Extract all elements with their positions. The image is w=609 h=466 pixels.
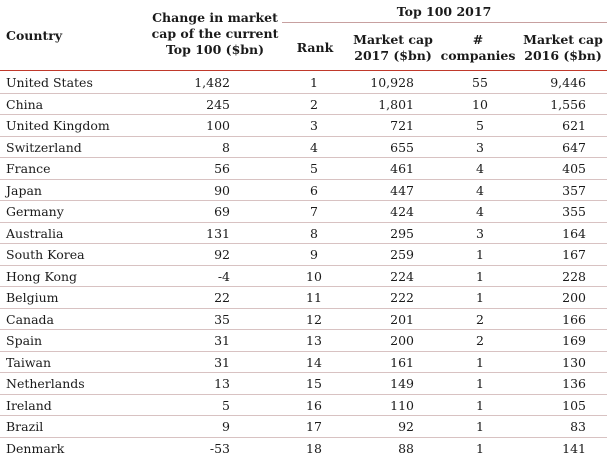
- table-row: [0, 180, 609, 201]
- cell-companies: 1: [476, 354, 484, 370]
- cell-cap2017: 110: [390, 397, 414, 413]
- cell-rank: 3: [310, 118, 318, 133]
- cell-cap2016: 83: [570, 419, 586, 434]
- cell-cap2017: 92: [398, 419, 414, 434]
- cell-cap2016: 621: [562, 118, 586, 133]
- cell-change: 131: [206, 225, 230, 241]
- header-cap2016: [518, 32, 608, 64]
- cell-country: Canada: [6, 311, 54, 327]
- cell-change: 9: [222, 419, 230, 434]
- table-row: [0, 416, 609, 437]
- cell-rank: 15: [306, 376, 322, 391]
- header-companies-line2: companies: [440, 48, 516, 63]
- table-row: [0, 115, 609, 136]
- header-cap2017-line2: 2017 ($bn): [354, 48, 432, 63]
- cell-country: United States: [6, 75, 93, 90]
- cell-change: 8: [222, 139, 230, 155]
- header-cap2017: [348, 32, 438, 64]
- cell-country: Japan: [6, 182, 42, 198]
- cell-companies: 55: [472, 75, 488, 90]
- cell-cap2017: 88: [398, 440, 414, 456]
- cell-change: 69: [214, 204, 230, 219]
- cell-country: Ireland: [6, 397, 52, 413]
- header-group-underline: [282, 22, 607, 23]
- cell-cap2016: 405: [562, 161, 586, 176]
- cell-cap2016: 647: [562, 139, 586, 155]
- cell-cap2017: 259: [390, 247, 414, 262]
- cell-rank: 17: [306, 419, 322, 434]
- cell-companies: 10: [472, 96, 488, 112]
- header-change-line1: Change in market: [152, 10, 278, 25]
- cell-rank: 7: [310, 204, 318, 219]
- cell-companies: 2: [476, 311, 484, 327]
- header-companies: [438, 32, 518, 64]
- header-cap2016-line1: Market cap: [523, 32, 603, 47]
- cell-cap2016: 141: [562, 440, 586, 456]
- header-group: Top 100 2017: [396, 4, 492, 19]
- cell-cap2016: 357: [562, 182, 586, 198]
- cell-cap2016: 136: [562, 376, 586, 391]
- cell-companies: 4: [476, 182, 484, 198]
- cell-rank: 8: [310, 225, 318, 241]
- cell-cap2017: 201: [390, 311, 414, 327]
- cell-country: Brazil: [6, 419, 44, 434]
- table-row: [0, 373, 609, 394]
- cell-companies: 1: [476, 247, 484, 262]
- cell-change: 92: [214, 247, 230, 262]
- cell-cap2017: 161: [390, 354, 414, 370]
- cell-rank: 4: [310, 139, 318, 155]
- table-row: [0, 309, 609, 330]
- cell-cap2017: 224: [390, 268, 414, 284]
- cell-change: -53: [209, 440, 230, 456]
- cell-companies: 3: [476, 139, 484, 155]
- cell-companies: 1: [476, 376, 484, 391]
- cell-cap2016: 200: [562, 290, 586, 305]
- cell-cap2017: 10,928: [370, 75, 414, 90]
- cell-companies: 1: [476, 397, 484, 413]
- cell-cap2016: 105: [562, 397, 586, 413]
- header-change-line2: cap of the current: [151, 26, 279, 41]
- table-row: [0, 223, 609, 244]
- table-row: [0, 244, 609, 265]
- cell-change: 90: [214, 182, 230, 198]
- cell-country: Netherlands: [6, 376, 85, 391]
- cell-country: Hong Kong: [6, 268, 78, 284]
- cell-change: 35: [214, 311, 230, 327]
- cell-companies: 1: [476, 268, 484, 284]
- cell-country: Taiwan: [6, 354, 52, 370]
- table-row: [0, 72, 609, 93]
- cell-companies: 1: [476, 290, 484, 305]
- cell-cap2017: 655: [390, 139, 414, 155]
- table-row: [0, 201, 609, 222]
- cell-companies: 3: [476, 225, 484, 241]
- cell-country: Spain: [6, 333, 43, 348]
- cell-country: South Korea: [6, 247, 85, 262]
- cell-companies: 2: [476, 333, 484, 348]
- table-row: [0, 438, 609, 459]
- table-row: [0, 137, 609, 158]
- cell-rank: 12: [306, 311, 322, 327]
- cell-country: Switzerland: [6, 139, 82, 155]
- cell-country: Denmark: [6, 440, 65, 456]
- cell-rank: 9: [310, 247, 318, 262]
- table-row: [0, 395, 609, 416]
- cell-rank: 18: [306, 440, 322, 456]
- cell-cap2017: 200: [390, 333, 414, 348]
- header-companies-line1: #: [472, 32, 484, 47]
- cell-rank: 10: [306, 268, 322, 284]
- cell-change: 5: [222, 397, 230, 413]
- cell-change: 31: [214, 354, 230, 370]
- table-row: [0, 330, 609, 351]
- cell-cap2017: 295: [390, 225, 414, 241]
- cell-cap2016: 167: [562, 247, 586, 262]
- cell-cap2017: 461: [390, 161, 414, 176]
- cell-cap2016: 166: [562, 311, 586, 327]
- cell-cap2017: 447: [390, 182, 414, 198]
- cell-companies: 4: [476, 204, 484, 219]
- cell-country: United Kingdom: [6, 118, 110, 133]
- cell-companies: 1: [476, 419, 484, 434]
- table-row: [0, 94, 609, 115]
- cell-country: Australia: [6, 225, 64, 241]
- cell-rank: 2: [310, 96, 318, 112]
- cell-change: 1,482: [194, 75, 230, 90]
- header-rank: Rank: [296, 40, 334, 55]
- cell-cap2016: 355: [562, 204, 586, 219]
- cell-cap2016: 164: [562, 225, 586, 241]
- cell-change: 100: [206, 118, 230, 133]
- cell-change: -4: [217, 268, 230, 284]
- cell-change: 245: [206, 96, 230, 112]
- header-change-line3: Top 100 ($bn): [165, 42, 265, 57]
- cell-companies: 1: [476, 440, 484, 456]
- header-cap2016-line2: 2016 ($bn): [524, 48, 602, 63]
- cell-country: China: [6, 96, 44, 112]
- cell-cap2016: 228: [562, 268, 586, 284]
- cell-rank: 11: [306, 290, 322, 305]
- header-change: [140, 10, 290, 58]
- cell-cap2016: 1,556: [550, 96, 586, 112]
- cell-companies: 4: [476, 161, 484, 176]
- cell-change: 22: [214, 290, 230, 305]
- cell-cap2016: 169: [562, 333, 586, 348]
- table-row: [0, 158, 609, 179]
- cell-cap2017: 149: [390, 376, 414, 391]
- cell-cap2017: 1,801: [378, 96, 414, 112]
- cell-cap2017: 721: [390, 118, 414, 133]
- cell-change: 56: [214, 161, 230, 176]
- cell-cap2017: 424: [390, 204, 414, 219]
- header-cap2017-line1: Market cap: [353, 32, 433, 47]
- cell-country: Belgium: [6, 290, 59, 305]
- cell-rank: 1: [310, 75, 318, 90]
- header-bottom-rule: [0, 70, 607, 71]
- header-country: Country: [6, 28, 63, 43]
- cell-country: Germany: [6, 204, 64, 219]
- cell-rank: 13: [306, 333, 322, 348]
- cell-cap2016: 9,446: [550, 75, 586, 90]
- table-row: [0, 266, 609, 287]
- table-row: [0, 287, 609, 308]
- cell-companies: 5: [476, 118, 484, 133]
- cell-change: 31: [214, 333, 230, 348]
- cell-rank: 5: [310, 161, 318, 176]
- cell-rank: 6: [310, 182, 318, 198]
- cell-rank: 14: [306, 354, 322, 370]
- cell-change: 13: [214, 376, 230, 391]
- cell-rank: 16: [306, 397, 322, 413]
- table-row: [0, 352, 609, 373]
- cell-country: France: [6, 161, 51, 176]
- cell-cap2017: 222: [390, 290, 414, 305]
- cell-cap2016: 130: [562, 354, 586, 370]
